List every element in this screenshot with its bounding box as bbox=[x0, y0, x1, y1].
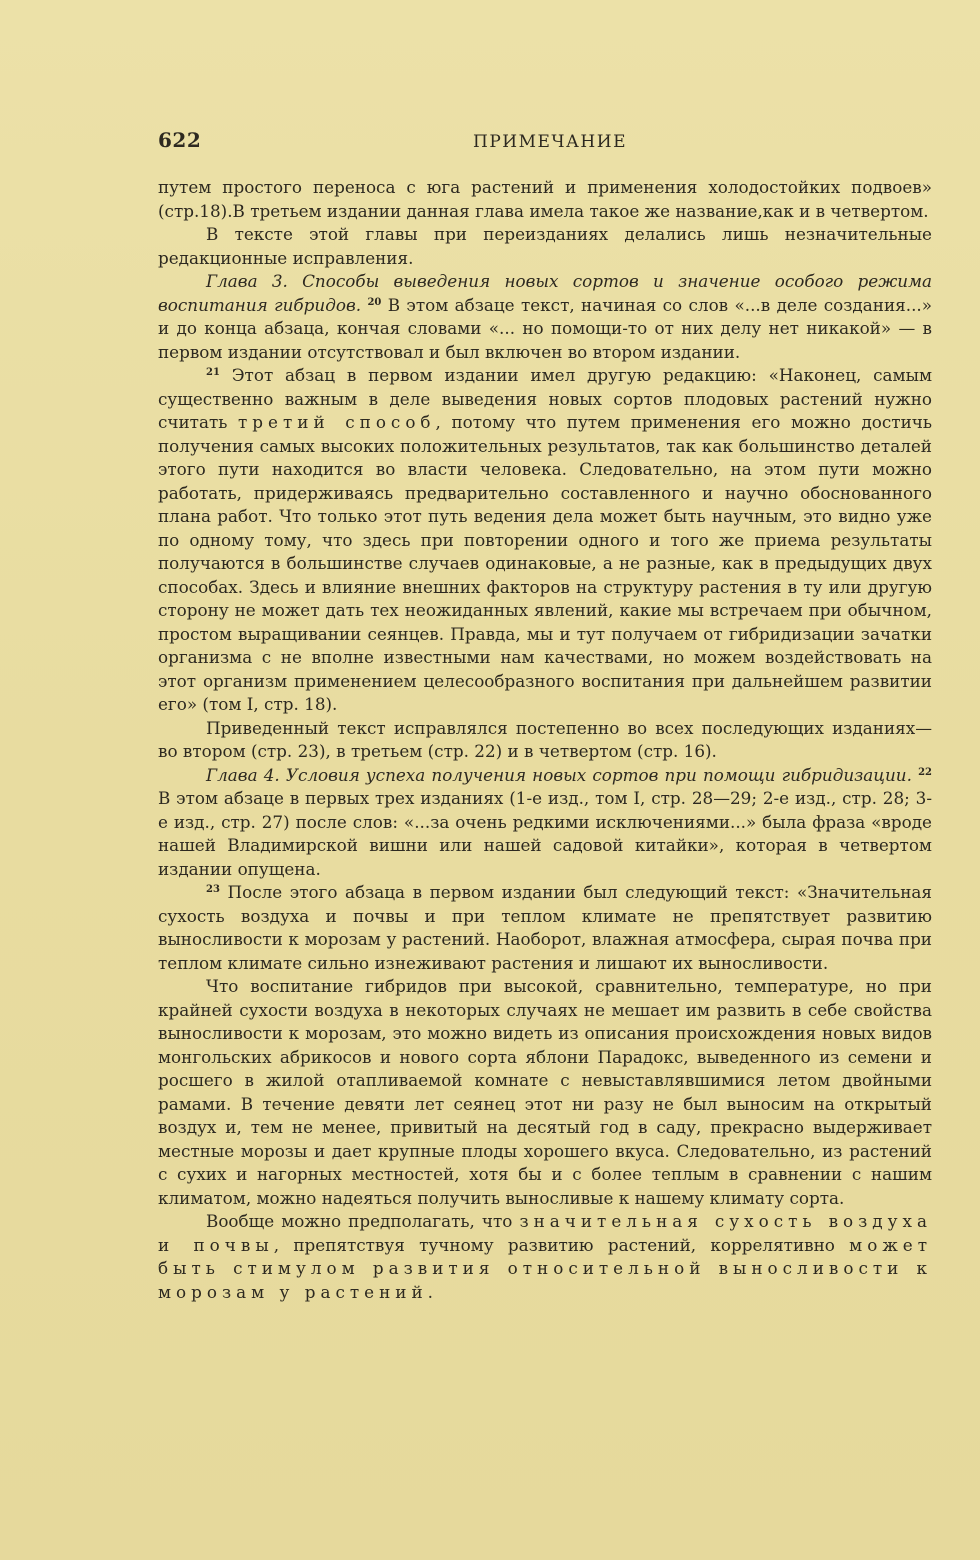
footnote-marker: 23 bbox=[206, 884, 220, 895]
paragraph-text: В этом абзаце в первых трех изданиях (1-е изд., том I, стр. 28—29; 2-е изд., стр. 28; 3-е изд., стр. 27) после слов: «...за очень редкими исключениями...» была фраза «вроде нашей Владимирской вишни или нашей садовой китайки», которая в четвертом издании опущена. bbox=[158, 788, 932, 879]
paragraph bbox=[158, 764, 932, 882]
page-number: 622 bbox=[158, 128, 202, 152]
footnote-marker: 20 bbox=[367, 296, 382, 308]
paragraph bbox=[158, 1210, 932, 1304]
chapter-heading: Глава 4. Условия успеха получения новых сортов при помощи гибридизации. bbox=[206, 764, 912, 785]
spaced-emphasis: может быть стимулом развития относительной выносливости к морозам у растений bbox=[158, 1234, 932, 1302]
paragraph-text: , потому что путем применения его можно достичь получения самых высоких положительных результатов, так как большинство деталей этого пути находится во власти человека. Следовательно, на этом пути можно работать, придерживаясь предварительно составленного и научно обоснованного плана работ. Что только этот путь ведения дела может быть научным, это видно уже по одному тому, что здесь при повторении одного и того же приема результаты получаются в большинстве случаев одинаковые, а не разные, как в предыдущих двух способах. Здесь и влияние внешних факторов на структуру растения в ту или другую сторону не может дать тех неожиданных явлений, какие мы встречаем при обычном, простом выращивании сеянцев. Правда, мы и тут получаем от гибридизации зачатки организма с не вполне известными нам качествами, но можем воздействовать на этот организм применением целесообразного воспитания при дальнейшем развитии его» (том I, стр. 18). bbox=[158, 412, 932, 714]
paragraph-text: В этом абзаце текст, начиная со слов «...в деле создания...» и до конца абзаца, кончая словами «... но помощи-то от них делу нет никакой» — в первом издании отсутствовал и был включен во втором издании. bbox=[158, 294, 933, 362]
paragraph-text: Вообще можно предполагать, что bbox=[206, 1211, 520, 1231]
paragraph: Приведенный текст исправлялся постепенно во всех последующих изданиях— во втором (стр. 23), в третьем (стр. 22) и в четвертом (стр. 16). bbox=[158, 717, 932, 761]
running-head: ПРИМЕЧАНИЕ bbox=[473, 132, 627, 152]
footnote-marker: 22 bbox=[918, 766, 932, 778]
paragraph: В тексте этой главы при переизданиях делались лишь незначительные редакционные исправления. bbox=[158, 224, 932, 268]
footnote-marker: 21 bbox=[206, 367, 220, 378]
paragraph-text: Этот абзац в первом издании имел другую редакцию: «Наконец, самым существенно важным в деле выведения новых сортов плодовых растений нужно считать bbox=[158, 365, 932, 432]
paragraph bbox=[158, 881, 932, 975]
paragraph bbox=[158, 270, 932, 364]
paragraph-text: , препятствуя тучному развитию растений, коррелятивно bbox=[273, 1234, 850, 1255]
paragraph bbox=[158, 364, 932, 717]
paragraph-text: После этого абзаца в первом издании был следующий текст: «Значительная сухость воздуха и почвы и при теплом климате не препятствует развитию выносливости к морозам у растений. Наоборот, влажная атмосфера, сырая почва при теплом климате сильно изнеживают растения и лишают их выносливости. bbox=[158, 882, 932, 973]
spaced-emphasis: третий способ bbox=[238, 412, 436, 432]
paragraph: путем простого переноса с юга растений и применения холодостойких подвоев» (стр.18).В третьем издании данная глава имела такое же название,как и в четвертом. bbox=[158, 177, 932, 221]
chapter-heading: Глава 3. Способы выведения новых сортов и значение особого режима воспитания гибридов. bbox=[158, 271, 932, 315]
spaced-emphasis: значительная сухость воздуха и почвы bbox=[158, 1211, 932, 1255]
paragraph-text: . bbox=[427, 1281, 434, 1302]
body-text bbox=[158, 176, 932, 1304]
paragraph: Что воспитание гибридов при высокой, сравнительно, температуре, но при крайней сухости воздуха в некоторых случаях не мешает им развить в себе свойства выносливости к морозам, это можно видеть из описания происхождения новых видов монгольских абрикосов и нового сорта яблони Парадокс, выведенного из семени и росшего в жилой отапливаемой комнате с невыставлявшимися летом двойными рамами. В течение девяти лет сеянец этот ни разу не был выносим на открытый воздух и, тем не менее, привитый на десятый год в саду, прекрасно выдерживает местные морозы и дает крупные плоды хорошего вкуса. Следовательно, из растений с сухих и нагорных местностей, хотя бы и с более теплым в сравнении с нашим климатом, можно надеяться получить выносливые к нашему климату сорта. bbox=[158, 976, 932, 1208]
